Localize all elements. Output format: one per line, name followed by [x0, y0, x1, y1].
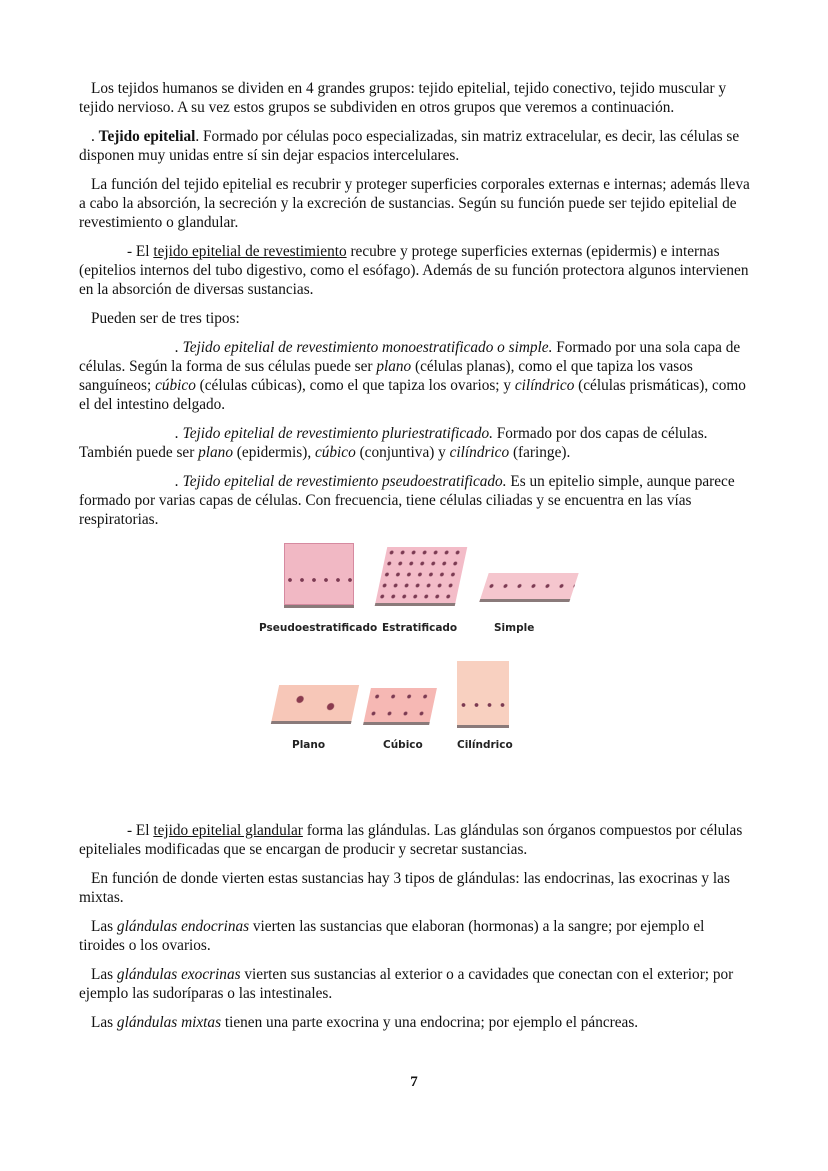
paragraph-text: (células cúbicas), como el que tapiza los ovarios; y: [195, 377, 515, 394]
paragraph-text: recubre y protege superficies externas (epidermis) e internas (epitelios internos del tubo digestivo, como el esófago). Además de su función protectora algunos intervienen en la absorción de diversas sustancias.: [79, 243, 749, 298]
term: glándulas endocrinas: [116, 918, 250, 935]
types-intro-paragraph: Pueden ser de tres tipos:: [91, 310, 240, 327]
label-plano: Plano: [292, 739, 326, 751]
label-pseudoestratificado: Pseudoestratificado: [259, 622, 378, 634]
label-cubico: Cúbico: [383, 739, 423, 751]
heading-tejido-epitelial: Tejido epitelial: [98, 128, 196, 145]
function-paragraph: La función del tejido epitelial es recubrir y proteger superficies corporales externas e internas; además lleva a cabo la absorción, la secreción y la excreción de sustancias. Según su función puede ser tejido epitelial de revestimiento o glandular.: [79, 176, 750, 231]
paragraph-text: Las: [91, 918, 117, 935]
label-simple: Simple: [494, 622, 535, 634]
bullet: .: [91, 128, 99, 145]
paragraph-text: Las: [91, 1014, 117, 1031]
paragraph-text: - El: [127, 822, 154, 839]
paragraph-text: Es un epitelio simple, aunque parece formado por varias capas de células. Con frecuencia, tiene células ciliadas y se encuentra en las vías respiratorias.: [79, 473, 735, 528]
cylindrical-illustration: [457, 661, 509, 728]
page-number: 7: [410, 1074, 418, 1090]
pluri-paragraph: [79, 424, 751, 462]
paragraph-text: (células prismáticas), como el del intestino delgado.: [79, 377, 746, 413]
simple-paragraph: [79, 338, 751, 414]
term-heading: . Tejido epitelial de revestimiento monoestratificado o simple.: [175, 339, 553, 356]
revestimiento-paragraph: [79, 242, 751, 299]
term: cilíndrico: [449, 444, 510, 461]
simple-illustration: [479, 573, 578, 602]
paragraph-text: (epidermis),: [232, 444, 315, 461]
label-estratificado: Estratificado: [382, 622, 458, 634]
document-page: [79, 79, 751, 1042]
paragraph-text: (faringe).: [509, 444, 571, 461]
paragraph-text: (células planas), como el que tapiza los vasos sanguíneos;: [79, 358, 693, 394]
term: plano: [198, 444, 233, 461]
term: glándulas mixtas: [116, 1014, 222, 1031]
stratified-illustration: [375, 547, 468, 606]
paragraph-text: forma las glándulas. Las glándulas son órganos compuestos por células epiteliales modificadas que se encargan de producir y secretar sustancias.: [79, 822, 743, 858]
term-heading: . Tejido epitelial de revestimiento pseudoestratificado.: [175, 473, 507, 490]
term: plano: [376, 358, 412, 375]
paragraph-text: Formado por una sola capa de células. Según la forma de sus células puede ser: [79, 339, 741, 375]
term: cilíndrico: [514, 377, 575, 394]
flat-illustration: [271, 685, 359, 724]
paragraph-text: . Formado por células poco especializadas, sin matriz extracelular, es decir, las células se disponen muy unidas entre sí sin dejar espacios intercelulares.: [79, 128, 740, 164]
term-heading: . Tejido epitelial de revestimiento pluriestratificado.: [175, 425, 493, 442]
paragraph-text: Formado por dos capas de células. También puede ser: [79, 425, 708, 461]
gland-types-paragraph: En función de donde vierten estas sustancias hay 3 tipos de glándulas: las endocrinas, las exocrinas y las mixtas.: [79, 870, 730, 906]
paragraph-text: - El: [127, 243, 154, 260]
paragraph-text: tienen una parte exocrina y una endocrina; por ejemplo el páncreas.: [221, 1014, 639, 1031]
epithelial-definition-paragraph: [79, 127, 751, 165]
mixed-paragraph: [79, 1013, 751, 1032]
term: cúbico: [155, 377, 196, 394]
paragraph-text: Las: [91, 966, 117, 983]
epithelium-types-figure: [79, 543, 751, 801]
paragraph-text: (conjuntiva) y: [355, 444, 450, 461]
term-glandular: tejido epitelial glandular: [153, 822, 303, 839]
term-revestimiento: tejido epitelial de revestimiento: [153, 243, 347, 260]
label-cilindrico: Cilíndrico: [457, 739, 513, 751]
cubic-illustration: [363, 688, 437, 725]
term: glándulas exocrinas: [116, 966, 241, 983]
term: cúbico: [314, 444, 356, 461]
exocrine-paragraph: [79, 965, 751, 1003]
intro-paragraph: Los tejidos humanos se dividen en 4 grandes grupos: tejido epitelial, tejido conectivo, tejido muscular y tejido nervioso. A su vez estos grupos se subdividen en otros grupos que veremos a continuación.: [79, 80, 727, 116]
endocrine-paragraph: [79, 917, 751, 955]
paragraph-text: vierten las sustancias que elaboran (hormonas) a la sangre; por ejemplo el tiroides o los ovarios.: [79, 918, 705, 954]
glandular-paragraph: [79, 821, 751, 859]
pseudostratified-illustration: [284, 543, 354, 608]
paragraph-text: vierten sus sustancias al exterior o a cavidades que conectan con el exterior; por ejemplo las sudoríparas o las intestinales.: [79, 966, 734, 1002]
pseudo-paragraph: [79, 472, 751, 529]
